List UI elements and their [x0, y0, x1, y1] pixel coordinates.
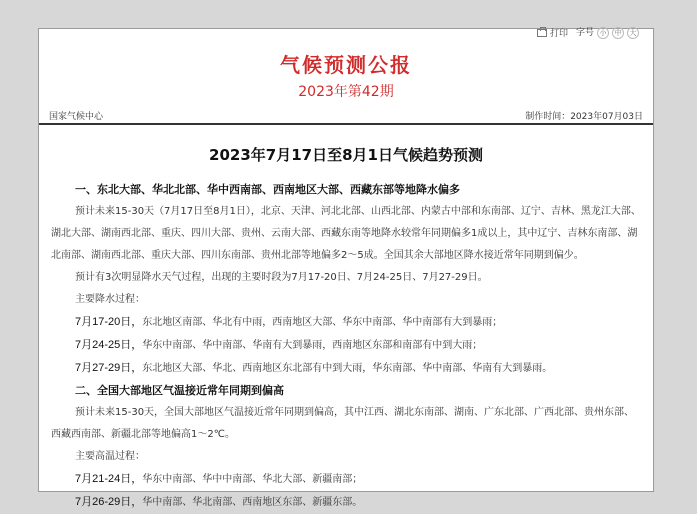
font-size-control	[576, 27, 639, 39]
list-item	[51, 491, 641, 514]
event-date: 7月21-24日，	[75, 473, 143, 485]
header-divider	[39, 123, 653, 125]
event-text: 华东中南部、华中中南部、华北大部、新疆南部；	[142, 474, 363, 485]
bulletin-body	[51, 179, 641, 514]
event-date: 7月17-20日，	[75, 316, 143, 328]
forecast-headline: 2023年7月17日至8月1日气候趋势预测	[209, 146, 483, 164]
list-item	[51, 311, 641, 334]
bulletin-title: 气候预测公报	[280, 53, 412, 77]
font-size-large-button[interactable]: 大	[627, 27, 639, 39]
event-text: 东北地区南部、华北有中雨，西南地区大部、华东中南部、华中南部有大到暴雨；	[142, 317, 503, 328]
event-text: 东北地区大部、华北、西南地区东北部有中到大雨，华东南部、华中南部、华南有大到暴雨。	[142, 363, 553, 374]
event-date: 7月26-29日，	[75, 496, 143, 508]
bulletin-page	[38, 27, 654, 508]
font-size-medium-button[interactable]: 中	[612, 27, 624, 39]
list-item	[51, 468, 641, 491]
page-toolbar	[537, 26, 639, 39]
event-text: 华中南部、华北南部、西南地区东部、新疆东部。	[142, 497, 363, 508]
paragraph: 预计未来15-30天，全国大部地区气温接近常年同期到偏高，其中江西、湖北东南部、湖南、广东北部、广西北部、贵州东部、西藏西南部、新疆北部等地偏高1～2℃。	[51, 407, 635, 440]
event-date: 7月24-25日，	[75, 339, 143, 351]
print-button[interactable]	[537, 26, 568, 39]
issuing-org: 国家气候中心	[49, 112, 104, 122]
paragraph: 预计未来15-30天（7月17日至8月1日），北京、天津、河北北部、山西北部、内蒙古中部和东南部、辽宁、吉林、黑龙江大部、湖北大部、湖南西北部、重庆、四川大部、贵州、云南大部、西藏东南等地降水较常年同期偏多1成以上，其中辽宁、吉林东南部、湖北南部、湖南西北部、重庆大部、四川东南部、贵州北部等地偏多2～5成。全国其余大部地区降水接近常年同期到偏少。	[51, 206, 641, 261]
sub-label: 主要降水过程：	[75, 294, 145, 305]
print-label: 打印	[549, 29, 568, 39]
issue-date: 制作时间：2023年07月03日	[525, 112, 643, 122]
event-text: 华东中南部、华中南部、华南有大到暴雨，西南地区东部和南部有中到大雨；	[142, 340, 483, 351]
section-heading: 一、东北大部、华北北部、华中西南部、西南地区大部、西藏东部等地降水偏多	[75, 183, 460, 196]
printer-icon	[537, 29, 547, 37]
font-size-label: 字号	[575, 27, 594, 38]
sub-label: 主要高温过程：	[75, 451, 145, 462]
section-heading: 二、全国大部地区气温接近常年同期到偏高	[75, 384, 284, 397]
font-size-small-button[interactable]: 小	[597, 27, 609, 39]
event-date: 7月27-29日，	[75, 362, 143, 374]
paragraph: 预计有3次明显降水天气过程，出现的主要时段为7月17-20日、7月24-25日、7月27-29日。	[75, 272, 488, 283]
list-item	[51, 357, 641, 380]
list-item	[51, 334, 641, 357]
bulletin-issue: 2023年第42期	[298, 84, 394, 100]
